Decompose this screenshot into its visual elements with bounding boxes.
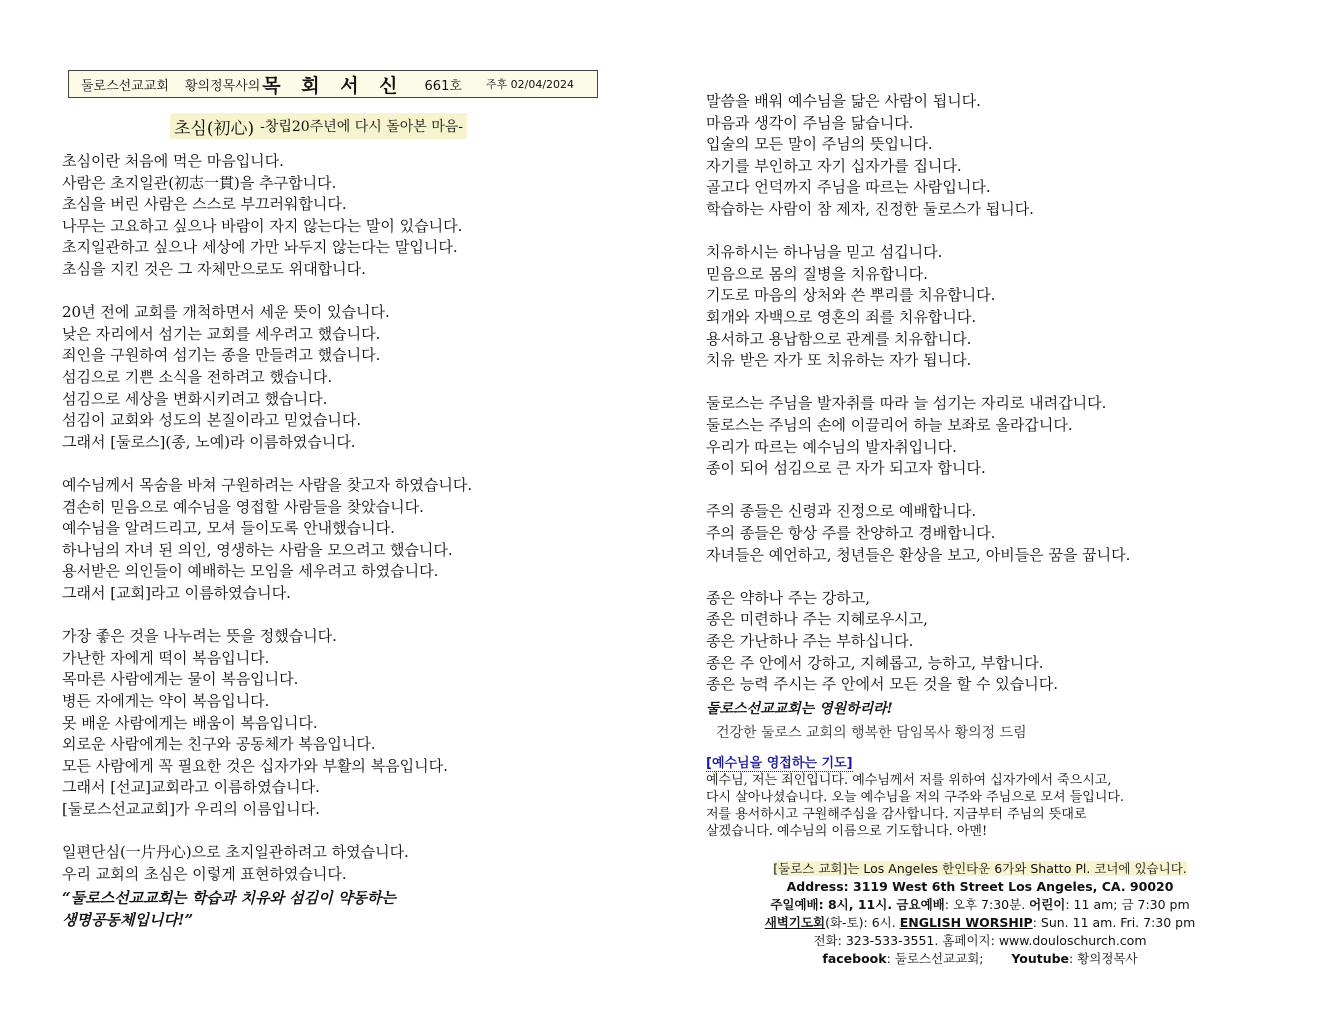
text-line: 목마른 사람에게는 물이 복음입니다. bbox=[62, 670, 299, 689]
text-line: 치유 받은 자가 또 치유하는 자가 됩니다. bbox=[706, 351, 972, 370]
text-line: 겸손히 믿음으로 예수님을 영접할 사람들을 찾았습니다. bbox=[62, 497, 424, 516]
text-line: 종은 미련하나 주는 지혜로우시고, bbox=[706, 610, 928, 629]
issue-number: 661호 bbox=[424, 78, 462, 94]
text-line: 사람은 초지일관(初志一貫)을 추구합니다. bbox=[62, 173, 337, 192]
closing-slogan: 둘로스선교교회는 영원하리라! bbox=[706, 701, 893, 717]
text-line: 학습하는 사람이 참 제자, 진정한 둘로스가 됩니다. bbox=[706, 200, 1034, 218]
youtube-label: Youtube bbox=[1011, 951, 1070, 966]
facebook-value: : 둘로스선교교회; bbox=[886, 951, 984, 966]
text-line: 가난한 자에게 떡이 복음입니다. bbox=[62, 648, 270, 667]
text-line: 그래서 [선교]교회라고 이름하였습니다. bbox=[62, 778, 320, 797]
text-line: 섬김으로 세상을 변화시키려고 했습니다. bbox=[62, 389, 328, 408]
text-line: 초지일관하고 싶으나 세상에 가만 놔두지 않는다는 말입니다. bbox=[62, 238, 458, 257]
text-line: 골고다 언덕까지 주님을 따르는 사람입니다. bbox=[706, 178, 991, 197]
text-line: 말씀을 배워 예수님을 닮은 사람이 됩니다. bbox=[706, 92, 981, 110]
text-line: [둘로스선교교회]가 우리의 이름입니다. bbox=[62, 800, 320, 818]
text-line: 섬김으로 기쁜 소식을 전하려고 했습니다. bbox=[62, 368, 333, 386]
text-line: 병든 자에게는 약이 복음입니다. bbox=[62, 692, 270, 710]
info-address: Address: 3119 West 6th Street Los Angeles, CA. 90020 bbox=[786, 879, 1174, 894]
kids-times: : 11 am; 금 7:30 pm bbox=[1065, 897, 1190, 912]
english-label: ENGLISH WORSHIP bbox=[899, 915, 1033, 930]
church-name: 둘로스선교교회 bbox=[81, 78, 169, 94]
sunday-label: 주일예배 bbox=[770, 897, 819, 912]
sunday-times: : 8시, 11시. bbox=[818, 897, 897, 912]
text-line: 용서하고 용납함으로 관계를 치유합니다. bbox=[706, 329, 972, 348]
text-line: 믿음으로 몸의 질병을 치유합니다. bbox=[706, 264, 928, 283]
pastor-signature: 건강한 둘로스 교회의 행복한 담임목사 황의정 드림 bbox=[716, 725, 1027, 741]
text-line: 저를 용서하시고 구원해주심을 감사합니다. 지금부터 주님의 뜻대로 bbox=[706, 807, 1087, 822]
text-line: 초심이란 처음에 먹은 마음입니다. bbox=[62, 152, 284, 170]
text-line: 예수님께서 목숨을 바쳐 구원하려는 사람을 찾고자 하였습니다. bbox=[62, 476, 473, 494]
prayer-title: [예수님을 영접하는 기도] bbox=[706, 752, 853, 772]
text-line: 회개와 자백으로 영혼의 죄를 치유합니다. bbox=[706, 308, 977, 326]
facebook-label: facebook bbox=[822, 951, 887, 966]
text-line: 예수님, 저는 죄인입니다. 예수님께서 저를 위하여 십자가에서 죽으시고, bbox=[706, 773, 1112, 788]
text-line: 입술의 모든 말이 주님의 뜻입니다. bbox=[706, 135, 933, 154]
text-line: 종은 주 안에서 강하고, 지혜롭고, 능하고, 부합니다. bbox=[706, 653, 1044, 672]
text-line: 자기를 부인하고 자기 십자가를 집니다. bbox=[706, 156, 962, 175]
text-line: 생명공동체입니다!” bbox=[62, 910, 194, 929]
text-line: 죄인을 구원하여 섬기는 종을 만들려고 했습니다. bbox=[62, 346, 381, 365]
text-line: 주의 종들은 항상 주를 찬양하고 경배합니다. bbox=[706, 524, 996, 542]
info-contact: 전화: 323-533-3551. 홈페이지: www.douloschurch.com bbox=[813, 933, 1147, 948]
text-line: 종이 되어 섬김으로 큰 자가 되고자 합니다. bbox=[706, 459, 986, 478]
text-line: 나무는 고요하고 싶으나 바람이 자지 않는다는 말이 있습니다. bbox=[62, 216, 463, 235]
headline-title: 초심(初心) bbox=[174, 118, 255, 139]
pastor-label: 황의정목사의 bbox=[184, 78, 261, 94]
text-line: 못 배운 사람에게는 배움이 복음입니다. bbox=[62, 713, 318, 732]
text-line: 우리가 따르는 예수님의 발자취입니다. bbox=[706, 437, 957, 456]
text-line: 용서받은 의인들이 예배하는 모임을 세우려고 하였습니다. bbox=[62, 562, 439, 581]
text-line: 종은 가난하나 주는 부하십니다. bbox=[706, 632, 914, 650]
text-line: 치유하시는 하나님을 믿고 섬깁니다. bbox=[706, 243, 943, 262]
text-line: 살겠습니다. 예수님의 이름으로 기도합니다. 아멘! bbox=[706, 824, 988, 839]
text-line: 가장 좋은 것을 나누려는 뜻을 정했습니다. bbox=[62, 627, 337, 646]
text-line: 그래서 [교회]라고 이름하였습니다. bbox=[62, 584, 291, 602]
text-line: 외로운 사람에게는 친구와 공동체가 복음입니다. bbox=[62, 735, 376, 754]
youtube-value: : 황의정목사 bbox=[1069, 951, 1138, 966]
info-location: [둘로스 교회]는 Los Angeles 한인타운 6가와 Shatto Pl. 코너에 있습니다. bbox=[773, 861, 1187, 876]
headline-subtitle: -창립20주년에 다시 돌아본 마음- bbox=[260, 119, 464, 135]
text-line: 둘로스는 주님을 발자취를 따라 늘 섬기는 자리로 내려갑니다. bbox=[706, 394, 1107, 413]
text-line: 종은 능력 주시는 주 안에서 모든 것을 할 수 있습니다. bbox=[706, 675, 1058, 694]
text-line: 종은 약하나 주는 강하고, bbox=[706, 588, 870, 607]
text-line: 섬김이 교회와 성도의 본질이라고 믿었습니다. bbox=[62, 411, 362, 430]
church-info bbox=[710, 860, 1250, 968]
text-line: 다시 살아나셨습니다. 오늘 예수님을 저의 구주와 주님으로 모셔 들입니다. bbox=[706, 790, 1125, 805]
text-line: 예수님을 알려드리고, 모셔 들이도록 안내했습니다. bbox=[62, 519, 395, 538]
issue-date: 주후 02/04/2024 bbox=[485, 78, 575, 91]
text-line: 자녀들은 예언하고, 청년들은 환상을 보고, 아비들은 꿈을 꿉니다. bbox=[706, 545, 1131, 564]
dawn-label: 새벽기도회 bbox=[764, 915, 826, 930]
kids-label: 어린이 bbox=[1029, 897, 1066, 912]
text-line: “둘로스선교교회는 학습과 치유와 섬김이 약동하는 bbox=[62, 889, 396, 907]
text-line: 기도로 마음의 상처와 쓴 뿌리를 치유합니다. bbox=[706, 286, 996, 305]
text-line: 우리 교회의 초심은 이렇게 표현하였습니다. bbox=[62, 864, 347, 883]
info-social bbox=[710, 950, 1250, 968]
text-line: 일편단심(一片丹心)으로 초지일관하려고 하였습니다. bbox=[62, 843, 409, 862]
article-headline bbox=[170, 113, 467, 139]
masthead bbox=[68, 70, 598, 98]
text-line: 마음과 생각이 주님을 닮습니다. bbox=[706, 113, 914, 132]
text-line: 20년 전에 교회를 개척하면서 세운 뜻이 있습니다. bbox=[62, 303, 390, 322]
friday-label: 금요예배 bbox=[896, 897, 945, 912]
info-dawn-english bbox=[710, 914, 1250, 932]
text-line: 주의 종들은 신령과 진정으로 예배합니다. bbox=[706, 502, 977, 521]
dawn-times: (화-토): 6시. bbox=[825, 915, 900, 930]
text-line: 하나님의 자녀 된 의인, 영생하는 사람을 모으려고 했습니다. bbox=[62, 540, 453, 559]
newsletter-title: 목 회 서 신 bbox=[262, 74, 405, 97]
text-line: 그래서 [둘로스](종, 노예)라 이름하였습니다. bbox=[62, 432, 356, 451]
english-times: : Sun. 11 am. Fri. 7:30 pm bbox=[1032, 915, 1196, 930]
info-service-times bbox=[710, 896, 1250, 914]
text-line: 초심을 지킨 것은 그 자체만으로도 위대합니다. bbox=[62, 260, 366, 278]
text-line: 낮은 자리에서 섬기는 교회를 세우려고 했습니다. bbox=[62, 324, 381, 343]
text-line: 모든 사람에게 꼭 필요한 것은 십자가와 부활의 복음입니다. bbox=[62, 756, 448, 775]
friday-times: : 오후 7:30분. bbox=[944, 897, 1030, 912]
text-line: 초심을 버린 사람은 스스로 부끄러워합니다. bbox=[62, 195, 347, 214]
text-line: 둘로스는 주님의 손에 이끌리어 하늘 보좌로 올라갑니다. bbox=[706, 416, 1073, 434]
